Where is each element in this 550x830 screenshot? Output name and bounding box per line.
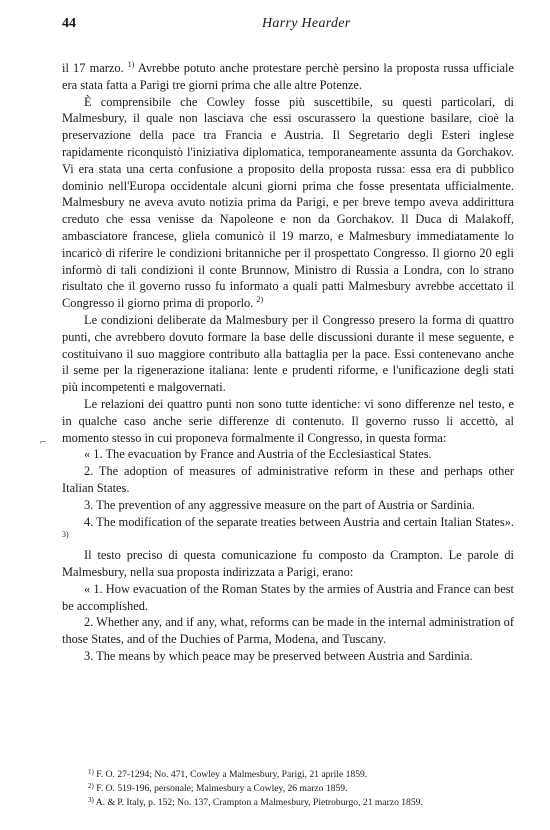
paragraph-text: Le relazioni dei quattro punti non sono tutte identiche: vi sono differenze nel testo, e in qualche caso anche serie differenze di contenuto. Il governo russo li accettò, al momento stesso in cui proponeva formalmente il Congresso, in questa forma: (62, 396, 514, 445)
footnote-mark: 2) (88, 782, 94, 790)
paragraph-text: Le condizioni deliberate da Malmesbury per il Congresso presero la forma di quattro punti, che avrebbero dovuto formare la base delle discussioni durante il mese seguente, e costituivano il suo maggiore contributo alla battaglia per la pace. Essi contenevano anche il seme per la rigenerazione italiana: lente e prudenti riforme, e l'unificazione degli stati più incompetenti e malgovernati. (62, 312, 514, 395)
paragraph-text: « 1. The evacuation by France and Austria of the Ecclesiastical States. (84, 447, 432, 462)
footnote (88, 782, 518, 796)
footnote-mark: 3) (88, 796, 94, 804)
paragraph (62, 581, 514, 615)
paragraph (62, 514, 514, 548)
paragraph (62, 60, 514, 94)
paragraph (62, 497, 514, 514)
paragraph (62, 547, 514, 581)
paragraph (62, 94, 514, 312)
paragraph-text: 3. The means by which peace may be preserved between Austria and Sardinia. (84, 648, 473, 663)
paragraph-text: Avrebbe potuto anche protestare perchè persino la proposta russa ufficiale era stata fatta a Parigi tre giorni prima che alle altre Potenze. (62, 61, 515, 92)
paragraph-text: È comprensibile che Cowley fosse più suscettibile, su questi particolari, di Malmesbury, il quale non lasciava che essi oscurassero la questione basilare, cioè la preservazione della pace tra Francia e Austria. Il Segretario degli Esteri inglese rapidamente riconquistò l'iniziativa diplomatica, temporaneamente assunta da Gorchakov. Vi era stata una certa confusione a proposito della proposta russa: essa era di pubblico dominio nell'Europa occidentale alcuni giorni prima che fosse presentata ufficialmente. Malmesbury ne aveva avuto notizia prima da Parigi, e per breve tempo aveva addirittura creduto che essa venisse da Napoleone e non da Gorchakov. Il Duca di Malakoff, ambasciatore francese, gliela comunicò il 19 marzo, e Malmesbury immediatamente lo incaricò di riferire le condizioni britanniche per il prospettato Congresso. Il giorno 20 egli informò di tali condizioni il conte Brunnow, Ministro di Russia a Londra, con lo strano risultato che il governo russo fu informato a quali patti Malmesbury avrebbe accettato il Congresso il giorno prima di proporlo. (62, 94, 514, 311)
paragraph-text: 2. Whether any, and if any, what, reforms can be made in the internal administration of those States, and of the Duchies of Parma, Modena, and Tuscany. (62, 615, 514, 647)
paragraph (62, 312, 514, 396)
footnote (88, 796, 518, 810)
paragraph-text: Il testo preciso di questa comunicazione fu composto da Crampton. Le parole di Malmesbury, nella sua proposta indirizzata a Parigi, erano: (62, 548, 514, 579)
paragraph (62, 648, 514, 665)
paragraph-text: 4. The modification of the separate treaties between Austria and certain Italian States». (84, 514, 514, 529)
footnote-reference: 1) (127, 60, 135, 69)
paragraph-text: il 17 marzo. (62, 61, 128, 75)
running-head: Harry Hearder (262, 16, 351, 31)
page-header (62, 16, 512, 36)
paragraph-text: 3. The prevention of any aggressive measure on the part of Austria or Sardinia. (84, 497, 475, 512)
paragraph (62, 463, 514, 497)
footnote-text: F. O. 519-196, personale; Malmesbury a Cowley, 26 marzo 1859. (96, 783, 348, 794)
footnote-text: F. O. 27-1294; No. 471, Cowley a Malmesbury, Parigi, 21 aprile 1859. (96, 769, 368, 780)
footnotes (88, 768, 518, 810)
paragraph (62, 396, 514, 446)
paragraph (62, 446, 514, 463)
margin-mark: ⌐ (40, 436, 47, 448)
footnote-reference: 2) (256, 295, 264, 305)
footnote-text: A. & P. Italy, p. 152; No. 137, Crampton a Malmesbury, Pietroburgo, 21 marzo 1859. (95, 797, 423, 808)
page-number: 44 (62, 16, 76, 31)
footnote-mark: 1) (88, 768, 94, 776)
paragraph-text: 2. The adoption of measures of administrative reform in these and perhaps other Italian States. (62, 464, 514, 495)
paragraph-text: « 1. How evacuation of the Roman States by the armies of Austria and France can best be accomplished. (62, 581, 514, 613)
paragraph (62, 614, 514, 648)
footnote-reference: 3) (62, 530, 69, 540)
body-text (62, 60, 514, 665)
footnote (88, 768, 518, 782)
